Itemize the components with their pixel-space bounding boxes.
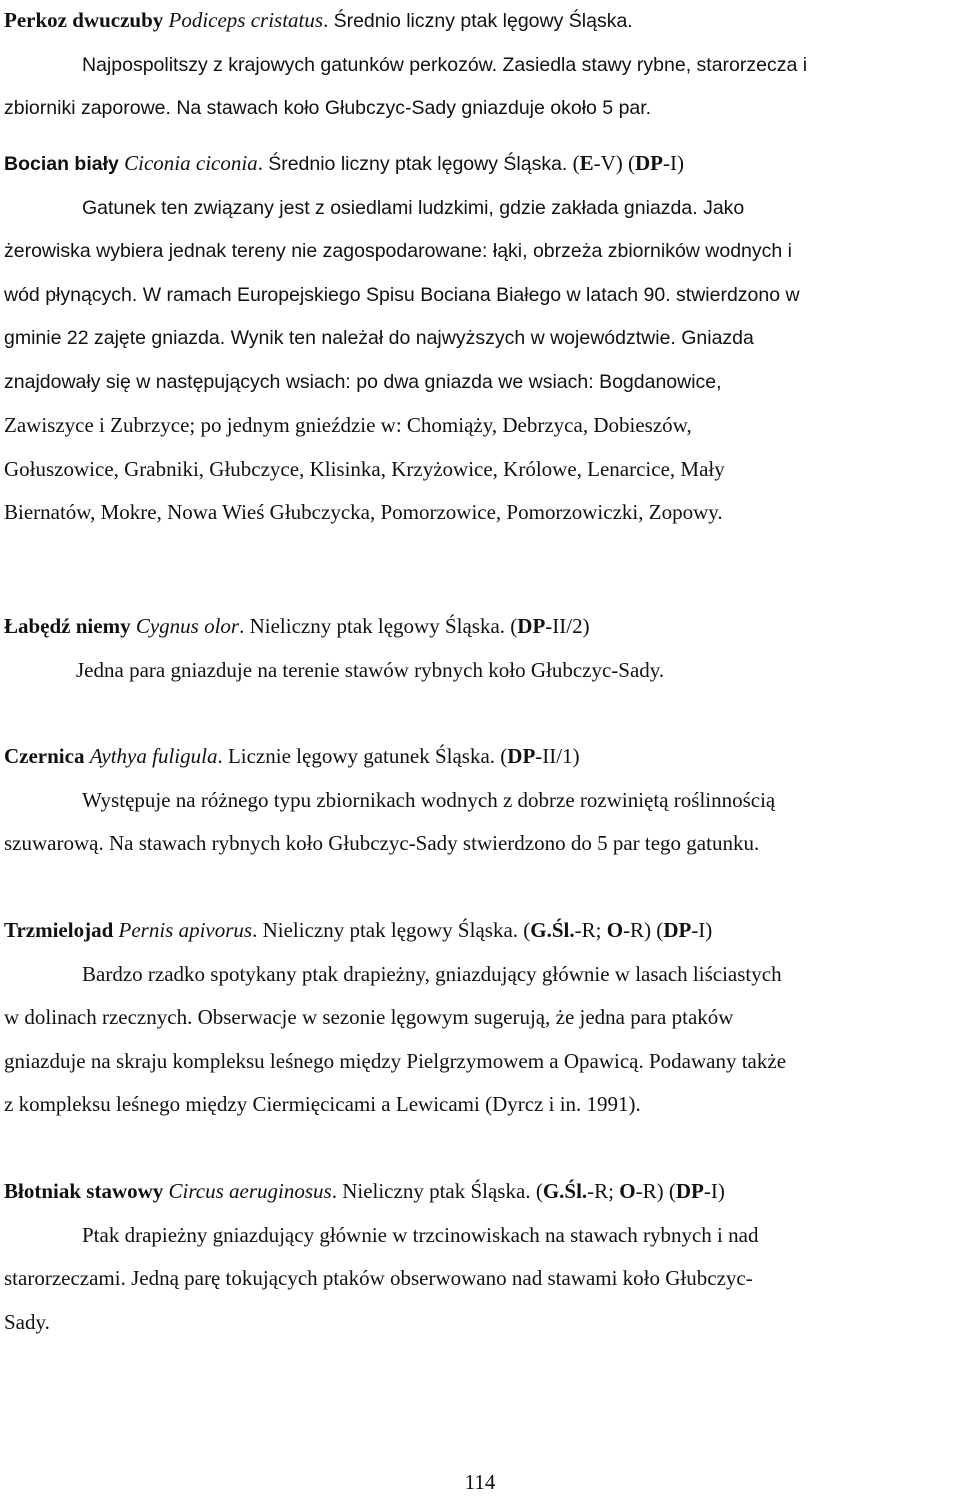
entry-heading: Czernica Aythya fuligula. Licznie lęgowy gatunek Śląska. (DP-II/1) [4, 744, 580, 768]
status-codes: (G.Śl.-R; O-R) (DP-I) [523, 918, 713, 942]
status-codes: (DP-II/1) [500, 744, 580, 768]
species-entry-bocian [4, 142, 954, 535]
entry-body-line: starorzeczami. Jedną parę tokujących ptaków obserwowano nad stawami koło Głubczyc- [4, 1266, 753, 1290]
entry-heading: Łabędź niemy Cygnus olor. Nieliczny ptak lęgowy Śląska. (DP-II/2) [4, 614, 590, 638]
species-entry-labedz [4, 605, 954, 692]
entry-body-line: szuwarową. Na stawach rybnych koło Głubczyc-Sady stwierdzono do 5 par tego gatunku. [4, 831, 760, 855]
entry-body-line: w dolinach rzecznych. Obserwacje w sezonie lęgowym sugerują, że jedna para ptaków [4, 1005, 734, 1029]
page-number: 114 [464, 1470, 496, 1494]
entry-heading: Błotniak stawowy Circus aeruginosus. Nieliczny ptak Śląska. (G.Śl.-R; O-R) (DP-I) [4, 1179, 725, 1203]
entry-body-line: zbiorniki zaporowe. Na stawach koło Głubczyc-Sady gniazduje około 5 par. [4, 97, 652, 119]
species-status: Średnio liczny ptak lęgowy Śląska. [333, 10, 633, 32]
entry-body-line: Zawiszyce i Zubrzyce; po jednym gnieździe w: Chomiąży, Debrzyca, Dobieszów, [4, 413, 692, 437]
species-status: Nieliczny ptak Śląska. [342, 1179, 531, 1203]
species-name: Czernica [4, 744, 85, 768]
entry-body-line: gminie 22 zajęte gniazda. Wynik ten należał do najwyższych w województwie. Gniazda [4, 327, 754, 349]
species-status: Nieliczny ptak lęgowy Śląska. [262, 918, 519, 942]
entry-body-line: Jedna para gniazduje na terenie stawów rybnych koło Głubczyc-Sady. [76, 657, 665, 682]
entry-body-line: znajdowały się w następujących wsiach: po dwa gniazda we wsiach: Bogdanowice, [4, 370, 722, 393]
entry-body-line: Bardzo rzadko spotykany ptak drapieżny, gniazdujący głównie w lasach liściastych [82, 961, 782, 986]
species-latin-name: Cygnus olor [135, 614, 240, 638]
species-entry-perkoz [4, 0, 954, 131]
species-name: Trzmielojad [4, 918, 114, 942]
entry-body-line: Ptak drapieżny gniazdujący głównie w trzcinowiskach na stawach rybnych i nad [82, 1222, 759, 1247]
species-status: Nieliczny ptak lęgowy Śląska. [249, 614, 506, 638]
entry-heading: Trzmielojad Pernis apivorus. Nieliczny ptak lęgowy Śląska. (G.Śl.-R; O-R) (DP-I) [4, 918, 713, 942]
entry-body-line: Gołuszowice, Grabniki, Głubczyce, Klisinka, Krzyżowice, Królowe, Lenarcice, Mały [4, 456, 725, 481]
species-entry-czernica [4, 735, 954, 866]
species-name: Łabędź niemy [4, 614, 131, 638]
species-latin-name: Circus aeruginosus [168, 1179, 332, 1203]
species-name: Błotniak stawowy [4, 1179, 164, 1203]
species-name: Bocian biały [4, 153, 119, 175]
species-status: Licznie lęgowy gatunek Śląska. [227, 744, 496, 768]
status-codes: (G.Śl.-R; O-R) (DP-I) [535, 1179, 725, 1203]
species-latin-name: Aythya fuligula [89, 744, 218, 768]
species-name: Perkoz dwuczuby [4, 8, 164, 32]
entry-body-line: wód płynących. W ramach Europejskiego Spisu Bociana Białego w latach 90. stwierdzono w [4, 283, 800, 306]
species-latin-name: Podiceps cristatus [168, 8, 324, 32]
entry-heading: Bocian biały Ciconia ciconia. Średnio liczny ptak lęgowy Śląska. (E-V) (DP-I) [4, 151, 684, 175]
entry-body-line: gniazduje na skraju kompleksu leśnego między Pielgrzymowem a Opawicą. Podawany także [4, 1048, 787, 1073]
entry-body-line: Biernatów, Mokre, Nowa Wieś Głubczycka, Pomorzowice, Pomorzowiczki, Zopowy. [4, 500, 723, 524]
species-entry-trzmielojad [4, 909, 954, 1127]
species-entry-blotniak [4, 1170, 954, 1344]
entry-body-line: Sady. [4, 1309, 50, 1334]
species-latin-name: Pernis apivorus [118, 918, 253, 942]
entry-heading: Perkoz dwuczuby Podiceps cristatus. Średnio liczny ptak lęgowy Śląska. [4, 8, 633, 32]
entry-body-line: Występuje na różnego typu zbiornikach wodnych z dobrze rozwiniętą roślinnością [82, 787, 776, 812]
entry-body-line: Najpospolitszy z krajowych gatunków perkozów. Zasiedla stawy rybne, starorzecza i [82, 53, 808, 76]
status-codes: (DP-II/2) [510, 614, 590, 638]
species-status: Średnio liczny ptak lęgowy Śląska. [268, 153, 568, 175]
status-codes: (E-V) (DP-I) [572, 151, 684, 175]
entry-body-line: Gatunek ten związany jest z osiedlami ludzkimi, gdzie zakłada gniazda. Jako [82, 196, 745, 219]
entry-body-line: z kompleksu leśnego między Ciermięcicami a Lewicami (Dyrcz i in. 1991). [4, 1092, 641, 1116]
species-latin-name: Ciconia ciconia [124, 151, 258, 175]
entry-body-line: żerowiska wybiera jednak tereny nie zagospodarowane: łąki, obrzeża zbiorników wodnych i [4, 240, 792, 262]
